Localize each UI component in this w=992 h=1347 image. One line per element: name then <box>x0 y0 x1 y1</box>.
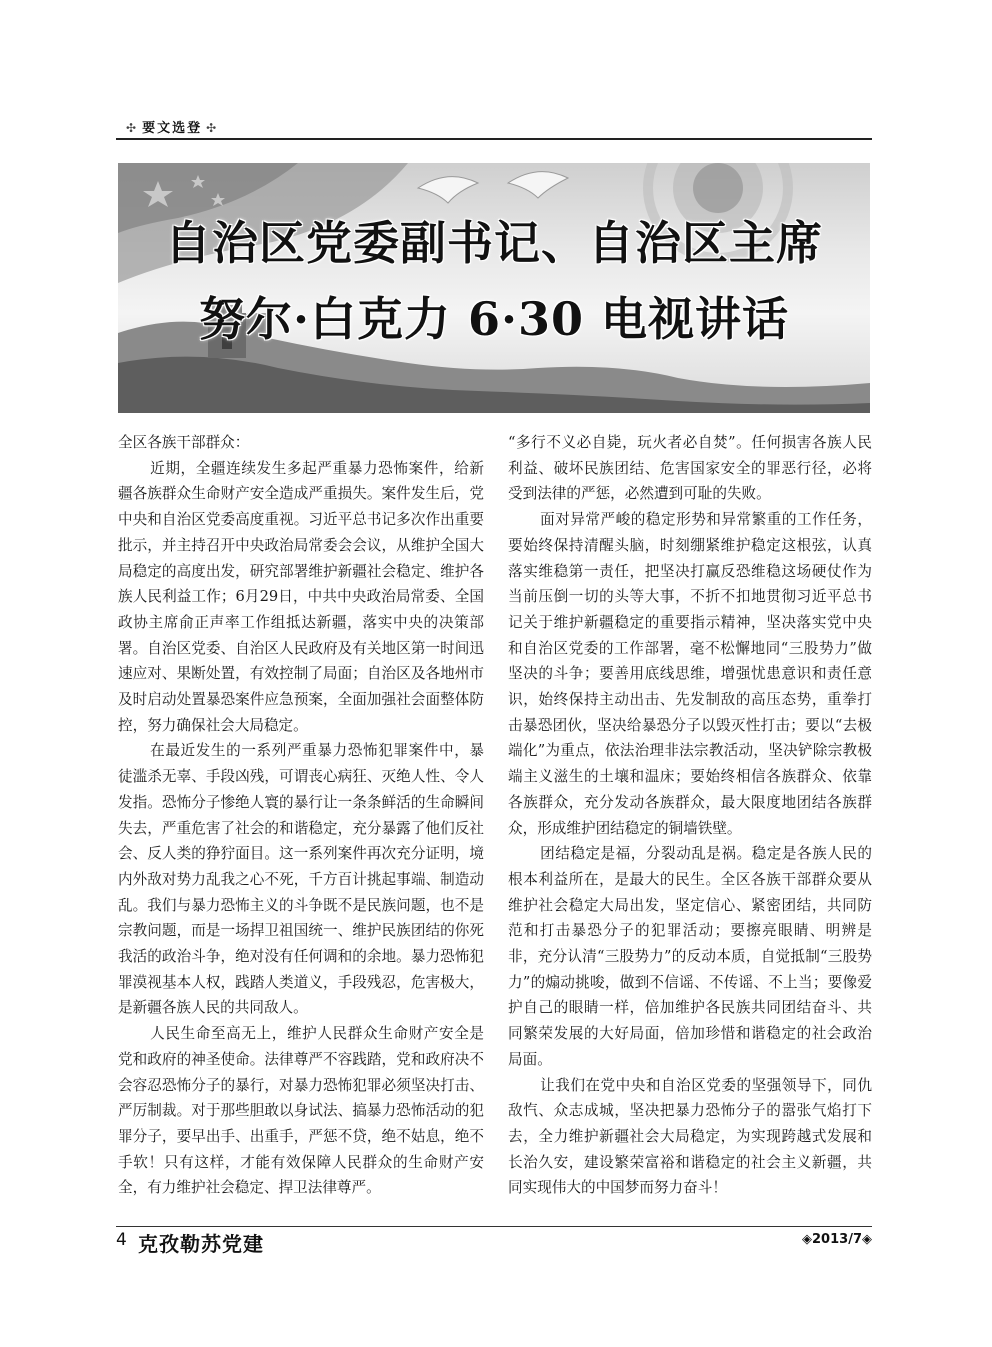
banner-title-line1: 自治区党委副书记、自治区主席 <box>165 216 823 270</box>
title-banner <box>118 163 870 413</box>
magazine-name: 克孜勒苏党建 <box>138 1232 264 1256</box>
section-label: 要文选登 <box>142 121 203 136</box>
paragraph: 人民生命至高无上，维护人民群众生命财产安全是党和政府的神圣使命。法律尊严不容践踏，党和政府决不会容忍恐怖分子的暴行，对暴力恐怖犯罪必须坚决打击、严厉制裁。对于那些胆敢以身试法、搞暴力恐怖活动的犯罪分子，要早出手、出重手，严惩不贷，绝不姑息，绝不手软！只有这样，才能有效保障人民群众的生命财产安全，有力维护社会稳定、捍卫法律尊严。 <box>118 1025 484 1197</box>
article-column-left <box>118 430 484 1201</box>
salutation: 全区各族干部群众： <box>118 434 250 451</box>
footer-rule <box>116 1226 872 1227</box>
page-number: 4 <box>116 1230 127 1250</box>
paragraph: 让我们在党中央和自治区党委的坚强领导下，同仇敌忾、众志成城，坚决把暴力恐怖分子的嚣张气焰打下去，全力维护新疆社会大局稳定，为实现跨越式发展和长治久安，建设繁荣富裕和谐稳定的社会主义新疆，共同实现伟大的中国梦而努力奋斗！ <box>508 1076 872 1197</box>
ornament-icon: ✣ <box>126 121 139 135</box>
paragraph: 团结稳定是福，分裂动乱是祸。稳定是各族人民的根本利益所在，是最大的民生。全区各族干部群众要从维护社会稳定大局出发，坚定信心、紧密团结，共同防范和打击暴恐分子的犯罪活动；要擦亮眼睛、明辨是非，充分认清“三股势力”的反动本质，自觉抵制“三股势力”的煽动挑唆，做到不信谣、不传谣、不上当；要像爱护自己的眼睛一样，倍加维护各民族共同团结奋斗、共同繁荣发展的大好局面，倍加珍惜和谐稳定的社会政治局面。 <box>508 845 872 1068</box>
paragraph: 面对异常严峻的稳定形势和异常繁重的工作任务，要始终保持清醒头脑，时刻绷紧维护稳定这根弦，认真落实维稳第一责任，把坚决打赢反恐维稳这场硬仗作为当前压倒一切的头等大事，不折不扣地贯彻习近平总书记关于维护新疆稳定的重要指示精神，坚决落实党中央和自治区党委的工作部署，毫不松懈地同“三股势力”做坚决的斗争；要善用底线思维，增强忧患意识和责任意识，始终保持主动出击、先发制敌的高压态势，重拳打击暴恐团伙，坚决给暴恐分子以毁灭性打击；要以“去极端化”为重点，依法治理非法宗教活动，坚决铲除宗教极端主义滋生的土壤和温床；要始终相信各族群众、依靠各族群众，充分发动各族群众，最大限度地团结各族群众，形成维护团结稳定的铜墙铁壁。 <box>508 511 872 837</box>
paragraph: 在最近发生的一系列严重暴力恐怖犯罪案件中，暴徒滥杀无辜、手段凶残，可谓丧心病狂、灭绝人性、令人发指。恐怖分子惨绝人寰的暴行让一条条鲜活的生命瞬间失去，严重危害了社会的和谐稳定，充分暴露了他们反社会、反人类的狰狞面目。这一系列案件再次充分证明，境内外敌对势力乱我之心不死，千方百计挑起事端、制造动乱。我们与暴力恐怖主义的斗争既不是民族问题，也不是宗教问题，而是一场捍卫祖国统一、维护民族团结的你死我活的政治斗争，绝对没有任何调和的余地。暴力恐怖犯罪漠视基本人权，践踏人类道义，手段残忍，危害极大，是新疆各族人民的共同敌人。 <box>118 742 484 1017</box>
page-footer <box>116 1218 872 1256</box>
issue-number: ◈2013/7◈ <box>802 1232 872 1247</box>
paragraph: 近期，全疆连续发生多起严重暴力恐怖案件，给新疆各族群众生命财产安全造成严重损失。案件发生后，党中央和自治区党委高度重视。习近平总书记多次作出重要批示，并主持召开中央政治局常委会会议，从维护全国大局稳定的高度出发，研究部署维护新疆社会稳定、维护各族人民利益工作；6月29日，中共中央政治局常委、全国政协主席俞正声率工作组抵达新疆，落实中央的决策部署。自治区党委、自治区人民政府及有关地区第一时间迅速应对、果断处置，有效控制了局面；自治区及各地州市及时启动处置暴恐案件应急预案，全面加强社会面整体防控，努力确保社会大局稳定。 <box>118 459 484 734</box>
banner-title-line2: 努尔·白克力 6·30 电视讲话 <box>198 292 790 346</box>
section-header <box>116 116 872 140</box>
section-label-wrap <box>122 117 222 136</box>
ornament-icon: ✣ <box>206 121 219 135</box>
article-column-right <box>508 430 872 1201</box>
paragraph-continued: “多行不义必自毙，玩火者必自焚”。任何损害各族人民利益、破坏民族团结、危害国家安全的罪恶行径，必将受到法律的严惩，必然遭到可耻的失败。 <box>508 434 872 503</box>
section-rule <box>116 138 872 140</box>
